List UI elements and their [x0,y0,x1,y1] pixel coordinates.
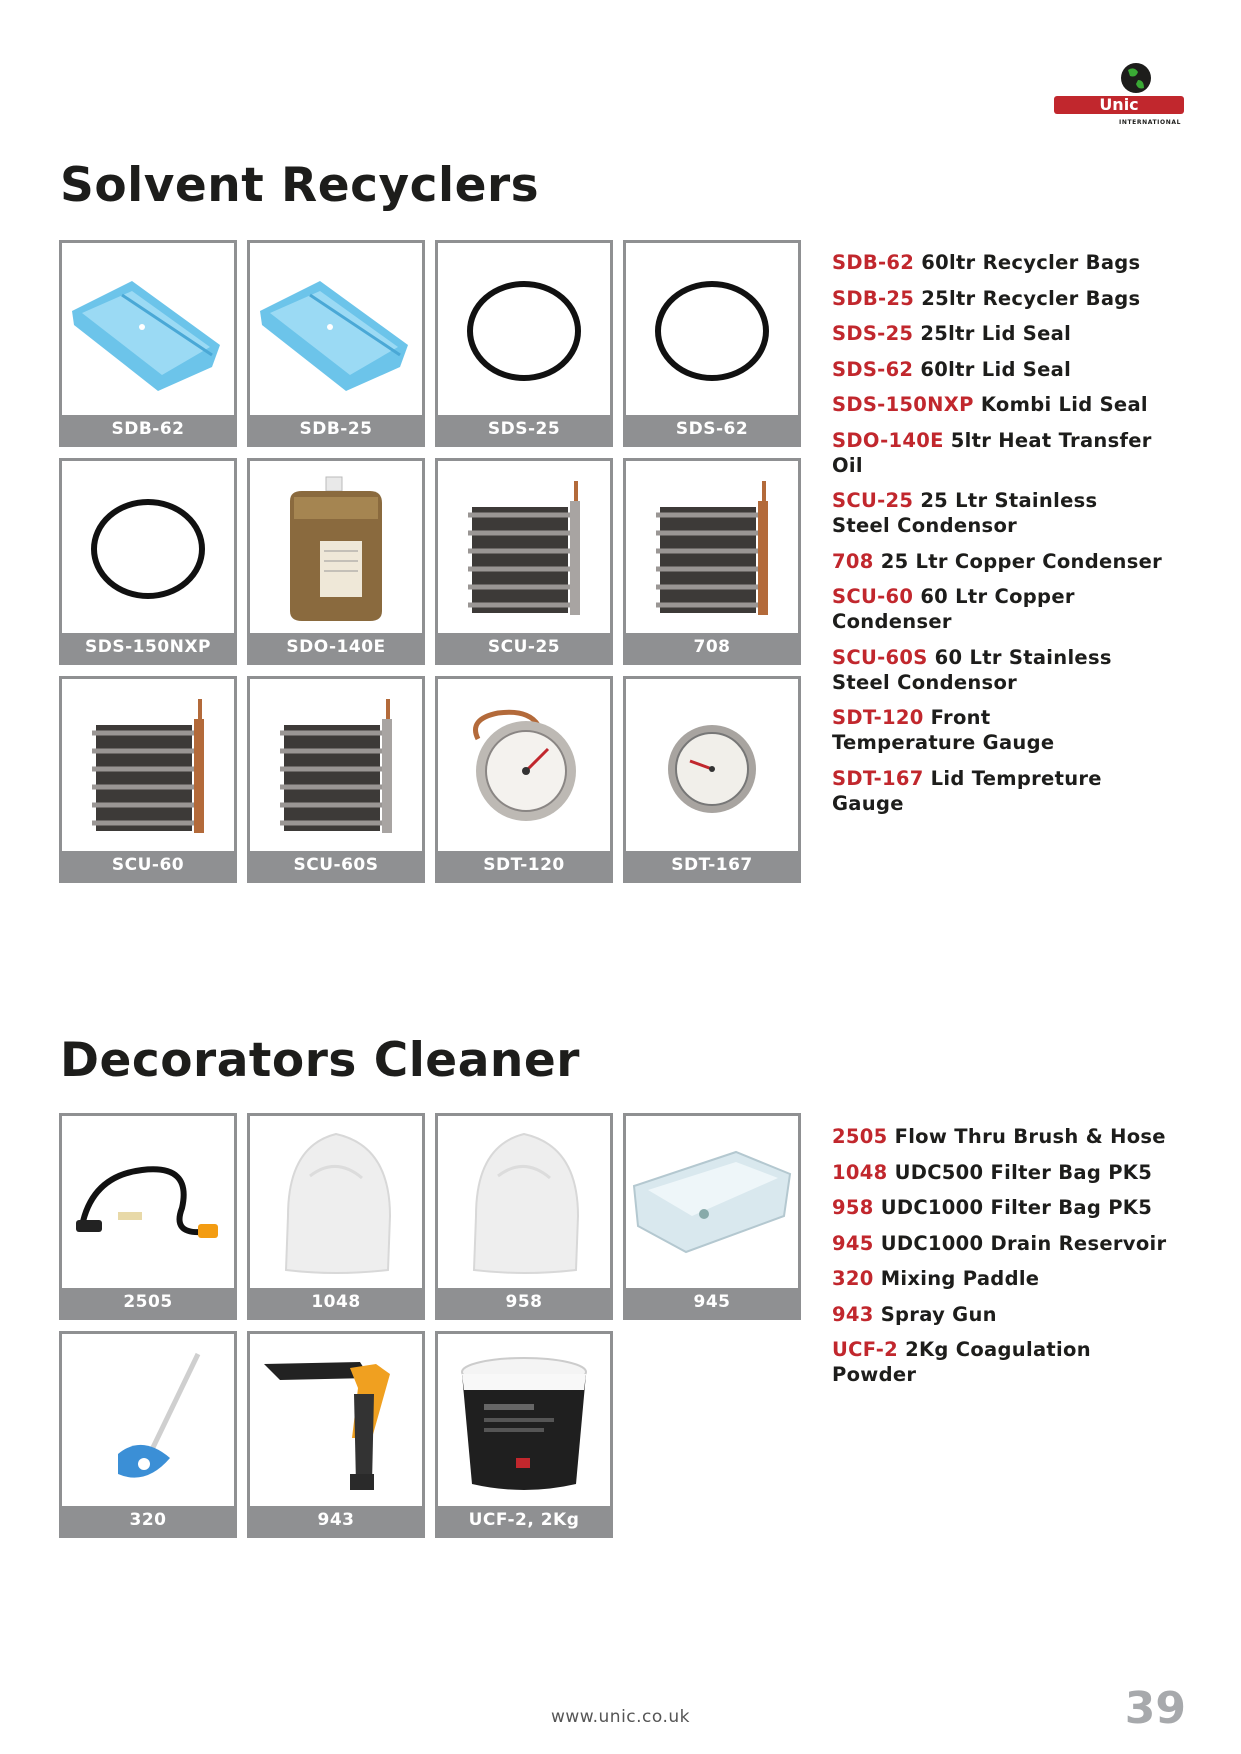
tile-caption: SCU-60 [62,851,234,880]
mixing-paddle-icon [62,1334,234,1509]
product-tile-scu-25[interactable] [435,458,613,665]
tile-caption: 2505 [62,1288,234,1317]
tile-caption: SDB-25 [250,415,422,444]
recycler-bag-icon [250,243,422,418]
tile-caption: 943 [250,1506,422,1535]
oil-container-icon [250,461,422,636]
page-number: 39 [1124,1683,1186,1734]
description-item: UCF-2 2Kg Coagulation Powder [832,1338,1091,1386]
product-tile-scu-60[interactable] [59,676,237,883]
description-item: 320 Mixing Paddle [832,1267,1040,1290]
description-item: 945 UDC1000 Drain Reservoir [832,1231,1167,1255]
product-tile-320[interactable] [59,1331,237,1538]
description-item: SDB-62 60ltr Recycler Bags [832,251,1141,274]
footer-url[interactable]: www.unic.co.uk [550,1707,691,1727]
drain-reservoir-icon [626,1116,798,1291]
product-tile-ucf-2[interactable] [435,1331,613,1538]
condenser-icon [62,679,234,854]
spray-gun-icon [250,1334,422,1509]
svg-text:INTERNATIONAL: INTERNATIONAL [1119,119,1181,126]
description-item: SDT-120 Front Temperature Gauge [832,706,1055,754]
brush-hose-icon [62,1116,234,1291]
condenser-icon [438,461,610,636]
product-tile-sds-150nxp[interactable] [59,458,237,665]
temperature-gauge-icon [626,679,798,854]
tile-caption: 1048 [250,1288,422,1317]
lid-seal-icon [62,461,234,636]
description-item: 2505 Flow Thru Brush & Hose [832,1125,1166,1148]
tile-caption: 958 [438,1288,610,1317]
tile-caption: UCF-2, 2Kg [438,1506,610,1535]
decorators-cleaner-descriptions [832,1124,1172,1398]
tile-caption: 708 [626,633,798,662]
globe-icon [1121,63,1151,93]
product-tile-sdb-62[interactable] [59,240,237,447]
tile-caption: 945 [626,1288,798,1317]
tile-caption: 320 [62,1506,234,1535]
tile-caption: SDB-62 [62,415,234,444]
product-tile-sdo-140e[interactable] [247,458,425,665]
description-item: SDB-25 25ltr Recycler Bags [832,286,1141,310]
filter-bag-icon [438,1116,610,1291]
solvent-recyclers-descriptions [832,250,1172,826]
tile-caption: SDS-62 [626,415,798,444]
tile-caption: SDO-140E [250,633,422,662]
tile-caption: SCU-60S [250,851,422,880]
product-tile-sdt-167[interactable] [623,676,801,883]
recycler-bag-icon [62,243,234,418]
description-item: 943 Spray Gun [832,1302,997,1326]
description-item: SCU-25 25 Ltr Stainless Steel Condensor [832,489,1098,537]
description-item: SCU-60S 60 Ltr Stainless Steel Condensor [832,645,1112,694]
description-item: SDT-167 Lid Tempreture Gauge [832,766,1102,815]
product-tile-2505[interactable] [59,1113,237,1320]
product-tile-sdt-120[interactable] [435,676,613,883]
tile-caption: SCU-25 [438,633,610,662]
tile-caption: SDS-150NXP [62,633,234,662]
tile-caption: SDT-167 [626,851,798,880]
product-tile-sds-62[interactable] [623,240,801,447]
svg-text:Unic: Unic [1099,95,1139,114]
product-tile-945[interactable] [623,1113,801,1320]
description-item: SDS-62 60ltr Lid Seal [832,357,1072,381]
product-tile-943[interactable] [247,1331,425,1538]
lid-seal-icon [626,243,798,418]
filter-bag-icon [250,1116,422,1291]
product-tile-sdb-25[interactable] [247,240,425,447]
condenser-icon [626,461,798,636]
temperature-gauge-icon [438,679,610,854]
tile-caption: SDT-120 [438,851,610,880]
lid-seal-icon [438,243,610,418]
product-tile-708[interactable] [623,458,801,665]
product-tile-scu-60s[interactable] [247,676,425,883]
product-tile-sds-25[interactable] [435,240,613,447]
description-item: 708 25 Ltr Copper Condenser [832,549,1163,573]
product-tile-958[interactable] [435,1113,613,1320]
powder-tub-icon [438,1334,610,1509]
product-tile-1048[interactable] [247,1113,425,1320]
description-item: SDO-140E 5ltr Heat Transfer Oil [832,428,1152,477]
description-item: 958 UDC1000 Filter Bag PK5 [832,1196,1153,1219]
description-item: SDS-150NXP Kombi Lid Seal [832,393,1148,416]
description-item: 1048 UDC500 Filter Bag PK5 [832,1160,1153,1184]
tile-caption: SDS-25 [438,415,610,444]
section-title-solvent-recyclers: Solvent Recyclers [60,158,540,213]
section-title-decorators-cleaner: Decorators Cleaner [60,1033,580,1088]
unic-logo [1054,58,1184,128]
description-item: SDS-25 25ltr Lid Seal [832,322,1072,345]
description-item: SCU-60 60 Ltr Copper Condenser [832,585,1075,633]
condenser-icon [250,679,422,854]
